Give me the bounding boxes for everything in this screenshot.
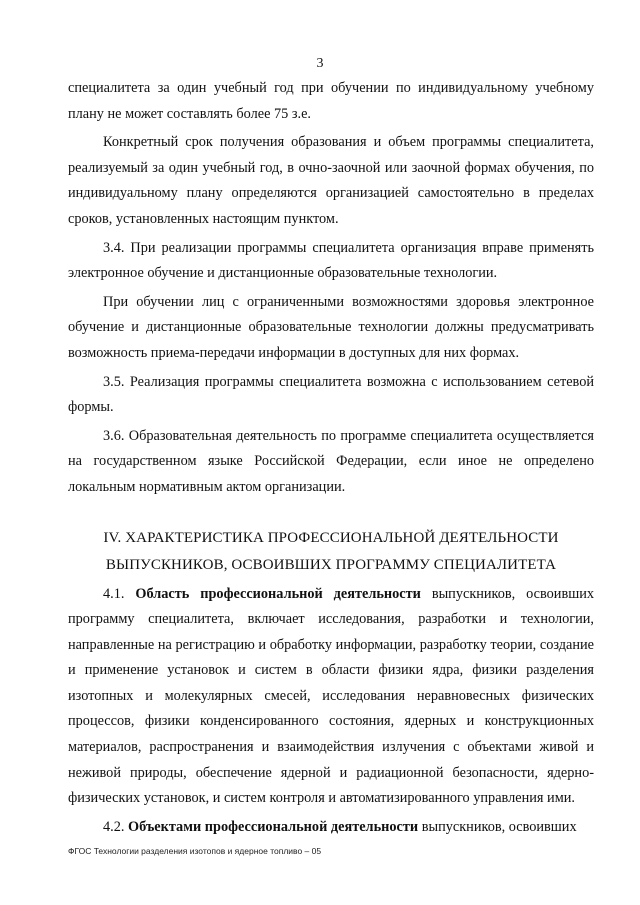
paragraph-4-2-term: Объектами профессиональной деятельности (128, 818, 419, 835)
document-body (68, 76, 594, 840)
paragraph-continuation: специалитета за один учебный год при обучении по индивидуальному учебному плану не может составлять более 75 з.е. (68, 80, 594, 122)
paragraph-disabilities: При обучении лиц с ограниченными возможностями здоровья электронное обучение и дистанционные образовательные технологии должны предусматривать возможность приема-передачи информации в доступных для них формах. (68, 293, 594, 361)
paragraph-3-6: 3.6. Образовательная деятельность по программе специалитета осуществляется на государственном языке Российской Федерации, если иное не определено локальным нормативным актом организации. (68, 427, 594, 495)
paragraph-4-2 (68, 815, 594, 841)
paragraph-3-4: 3.4. При реализации программы специалитета организация вправе применять электронное обучение и дистанционные образовательные технологии. (68, 239, 594, 282)
page-number: 3 (316, 56, 324, 71)
section-heading: IV. ХАРАКТЕРИСТИКА ПРОФЕССИОНАЛЬНОЙ ДЕЯТЕЛЬНОСТИ ВЫПУСКНИКОВ, ОСВОИВШИХ ПРОГРАММУ СПЕЦИАЛИТЕТА (103, 529, 559, 573)
paragraph-individual-plan: Конкретный срок получения образования и объем программы специалитета, реализуемый за один учебный год, в очно-заочной или заочной формах обучения, по индивидуальному плану определяются организацией самостоятельно в пределах сроков, установленных настоящим пунктом. (68, 134, 594, 227)
page-footer: ФГОС Технологии разделения изотопов и ядерное топливо – 05 (68, 846, 322, 856)
paragraph-4-2-text: выпускников, освоивших (421, 818, 577, 835)
paragraph-4-1-text: выпускников, освоивших программу специалитета, включает исследования, разработки и технологии, направленные на регистрацию и обработку информации, разработку теории, создание и применение установок и систем в области физики ядра, физики разделения изотопных и молекулярных смесей, исследования неравновесных физических процессов, физики конденсированного состояния, ядерных и конструкционных материалов, распространения и взаимодействия излучения с объектами живой и неживой природы, обеспечение ядерной и радиационной безопасности, ядерно-физических установок, и систем контроля и автоматизированного управления ими. (68, 585, 594, 807)
paragraph-4-1-term: Область профессиональной деятельности (135, 585, 421, 602)
paragraph-3-5: 3.5. Реализация программы специалитета возможна с использованием сетевой формы. (68, 373, 594, 416)
paragraph-4-1-number: 4.1. (103, 585, 125, 602)
paragraph-4-2-number: 4.2. (103, 818, 125, 835)
paragraph-4-1 (68, 582, 594, 812)
